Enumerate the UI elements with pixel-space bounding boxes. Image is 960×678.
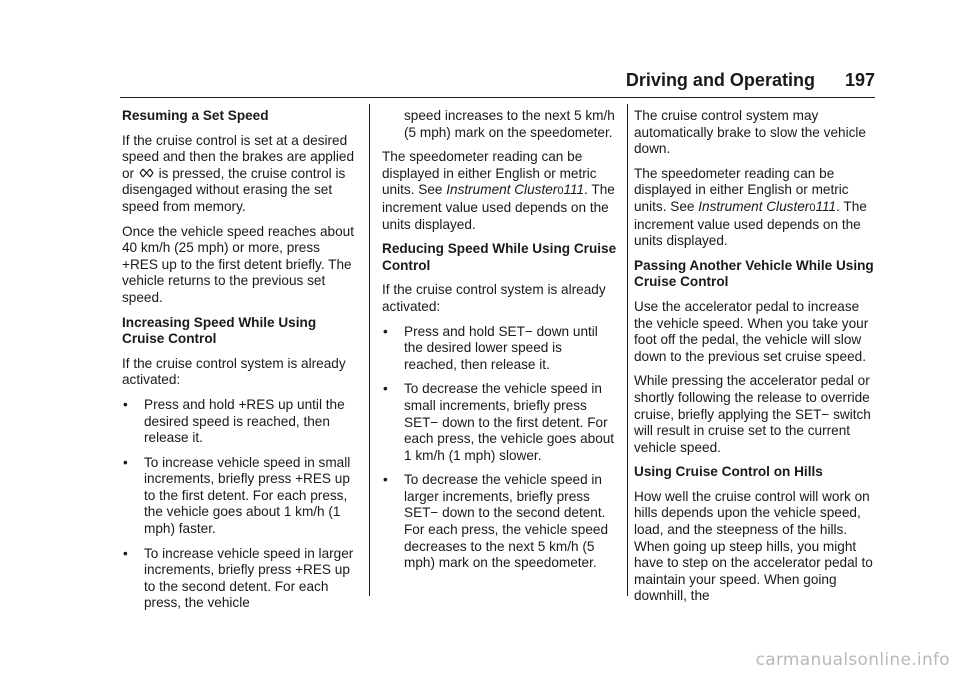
paragraph-pass-override: While pressing the accelerator pedal or shortly following the release to override cruise, briefly applying the SET− switch will result in cruise set to the current vehicle speed. bbox=[634, 373, 871, 455]
paragraph-auto-brake: The cruise control system may automatically brake to slow the vehicle down. bbox=[634, 108, 866, 157]
paragraph-reduce-intro: If the cruise control system is already activated: bbox=[382, 282, 606, 314]
paragraph-units: The speedometer reading can be displayed in either English or metric units. See Instrument Cluster0111. The increment value used depends on the units displayed. bbox=[634, 165, 867, 249]
bullet-dot: • bbox=[383, 381, 388, 397]
column-2 bbox=[382, 108, 618, 580]
paragraph-increase-intro: If the cruise control system is already activated: bbox=[122, 355, 346, 388]
column-divider-1 bbox=[369, 104, 370, 596]
heading-increasing-speed: Increasing Speed While Using Cruise Control bbox=[122, 314, 317, 347]
paragraph-pass-accelerator: Use the accelerator pedal to increase the vehicle speed. When you take your foot off the pedal, the vehicle will slow down to the previous set cruise speed. bbox=[634, 298, 869, 364]
heading-passing-vehicle: Passing Another Vehicle While Using Cruise Control bbox=[634, 257, 874, 290]
section-title: Driving and Operating bbox=[625, 70, 815, 90]
xref-instrument-cluster[interactable]: Instrument Cluster bbox=[698, 198, 810, 214]
list-item: • To increase vehicle speed in larger increments, briefly press +RES up to the second detent. For each press, the vehicle bbox=[123, 545, 354, 611]
list-item: • To increase vehicle speed in small increments, briefly press +RES up to the first detent. For each press, the vehicle goes about 1 km/h (1 mph) faster. bbox=[123, 454, 351, 537]
heading-reducing-speed: Reducing Speed While Using Cruise Control bbox=[382, 241, 617, 273]
paragraph-resume-brakes: If the cruise control is set at a desired speed and then the brakes are applied or is pressed, the cruise control is disengaged without erasing the set speed from memory. bbox=[122, 132, 355, 214]
paragraph-units: The speedometer reading can be displayed in either English or metric units. See Instrument Cluster0111. The increment value used depends on the units displayed. bbox=[382, 149, 615, 232]
watermark: carmanualsonline.info bbox=[755, 650, 950, 670]
xref-arrow: 0 bbox=[809, 201, 816, 214]
heading-cruise-on-hills: Using Cruise Control on Hills bbox=[634, 464, 823, 480]
cancel-switch-icon bbox=[139, 167, 154, 179]
header-rule bbox=[120, 97, 875, 98]
bullet-dot: • bbox=[383, 472, 388, 488]
column-divider-2 bbox=[627, 104, 628, 596]
page-number: 197 bbox=[844, 70, 875, 90]
xref-page[interactable]: 111 bbox=[815, 198, 837, 214]
xref-instrument-cluster[interactable]: Instrument Cluster bbox=[446, 182, 558, 198]
bullet-dot: • bbox=[123, 396, 128, 412]
bullet-dot: • bbox=[123, 545, 128, 561]
list-item: • Press and hold +RES up until the desired speed is reached, then release it. bbox=[123, 396, 345, 446]
column-1 bbox=[122, 108, 358, 620]
heading-resuming-set-speed: Resuming a Set Speed bbox=[122, 108, 269, 123]
bullet-dot: • bbox=[123, 454, 128, 470]
page-header bbox=[0, 70, 875, 96]
paragraph-hills: How well the cruise control will work on hills depends upon the vehicle speed, load, and the steepness of the hills. When going up steep hills, you might have to step on the accelerator pedal to maintain your speed. When going downhill, the bbox=[634, 488, 873, 604]
list-item: • To decrease the vehicle speed in larger increments, briefly press SET− down to the second detent. For each press, the vehicle speed decreases to the next 5 km/h (5 mph) mark on the speedometer. bbox=[383, 472, 609, 571]
xref-arrow: 0 bbox=[557, 185, 564, 198]
bullet-dot: • bbox=[383, 323, 388, 339]
paragraph-resume-speed: Once the vehicle speed reaches about 40 km/h (25 mph) or more, press +RES up to the first detent briefly. The vehicle returns to the previous set speed. bbox=[122, 223, 355, 305]
list-item: • Press and hold SET− down until the desired lower speed is reached, then release it. bbox=[383, 323, 598, 372]
list-item: • To decrease the vehicle speed in small increments, briefly press SET− down to the first detent. For each press, the vehicle goes about 1 km/h (1 mph) slower. bbox=[383, 381, 615, 463]
bullet-continuation: speed increases to the next 5 km/h (5 mph) mark on the speedometer. bbox=[404, 108, 615, 140]
column-3 bbox=[634, 108, 874, 613]
xref-page[interactable]: 111 bbox=[563, 182, 585, 198]
